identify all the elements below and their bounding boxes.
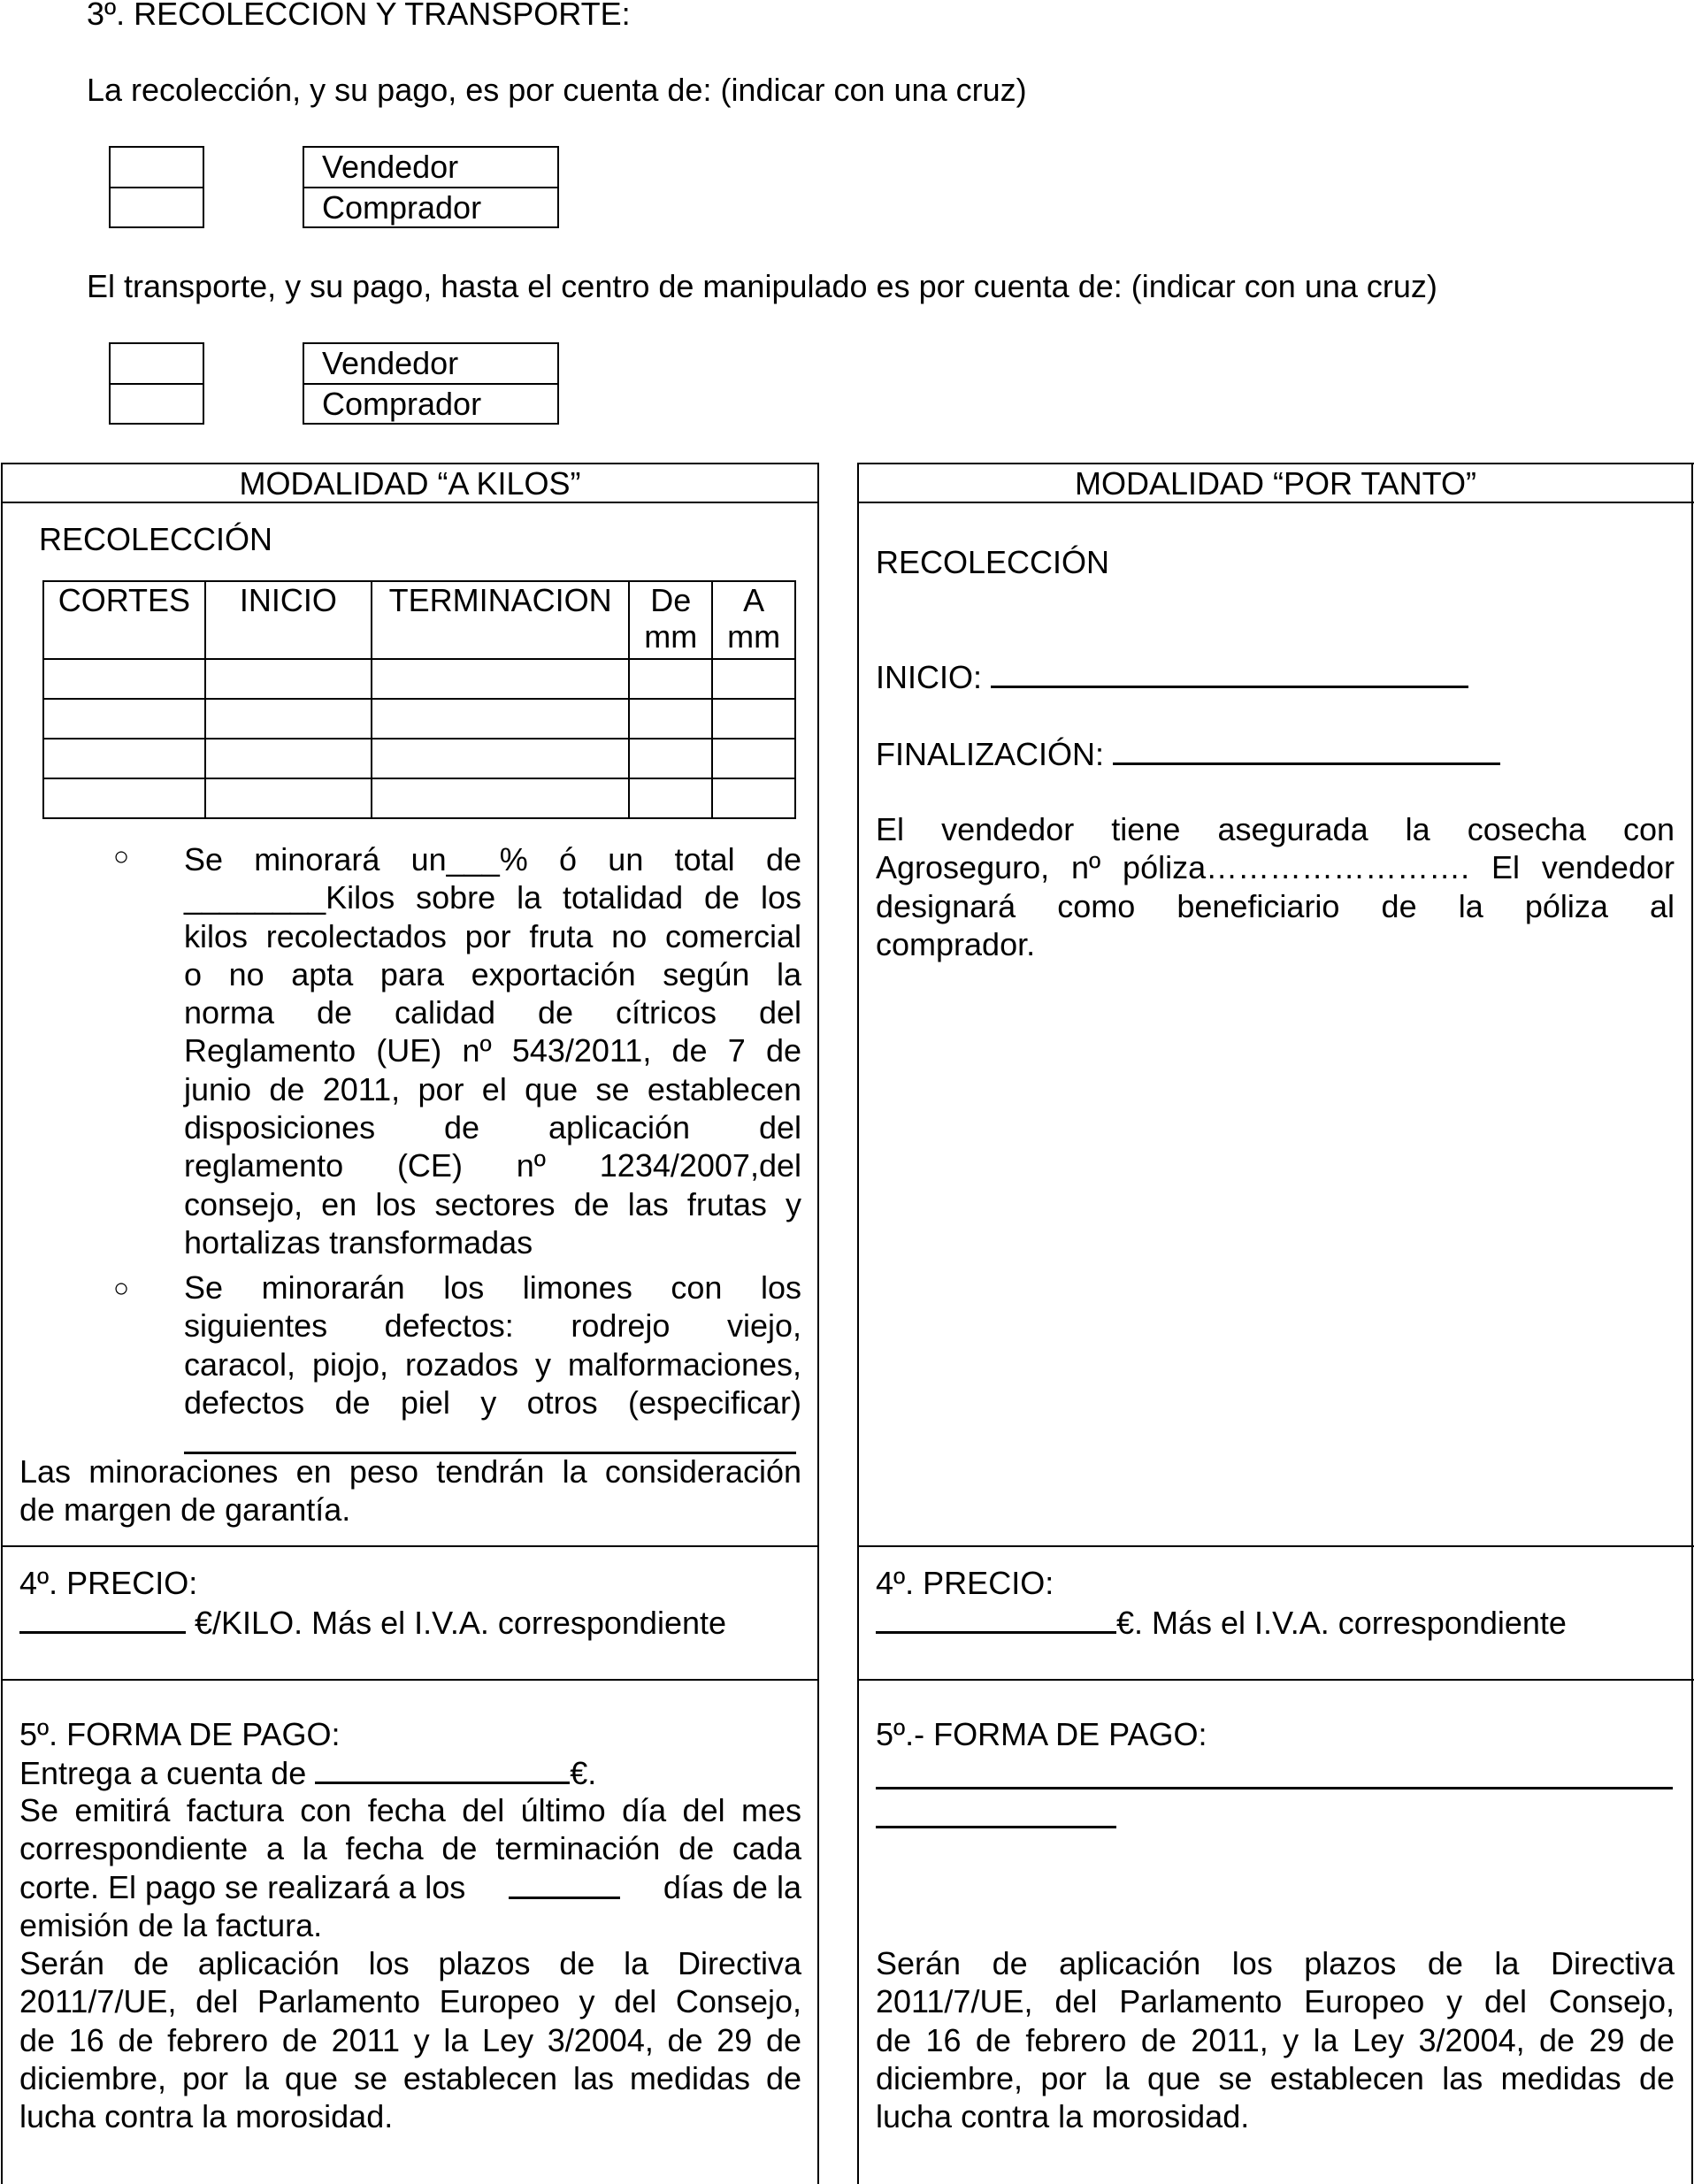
bullet2-text: Se minorarán los limones con los siguientes defectos: rodrejo viejo, caracol, piojo, rozados y malformaciones, defectos de piel y otros (especificar)	[184, 1269, 801, 1421]
bullet-icon: ○	[113, 842, 130, 871]
precio-blank[interactable]	[19, 1603, 186, 1634]
option-comprador-label: Comprador	[303, 383, 559, 425]
tanto-recoleccion-title: RECOLECCIÓN	[876, 544, 1110, 580]
checkbox-transporte-comprador[interactable]	[109, 383, 204, 425]
tanto-header: MODALIDAD “POR TANTO”	[1074, 465, 1477, 502]
col-a-mm: A mm	[712, 581, 795, 659]
tanto-finalizacion-line: FINALIZACIÓN:	[876, 734, 1500, 773]
table-row	[43, 739, 795, 778]
kilos-entrega-line: Entrega a cuenta de €.	[19, 1755, 597, 1791]
precio-blank[interactable]	[876, 1603, 1116, 1634]
kilos-plazos-text: Serán de aplicación los plazos de la Directiva 2011/7/UE, del Parlamento Europeo y del Consejo, de 16 de febrero de 2011 y la Ley 3/2004, de 29 de diciembre, por la que se establecen las medidas de lucha contra la morosidad.	[19, 1945, 801, 2135]
checkbox-transporte-vendedor[interactable]	[109, 342, 204, 385]
kilos-pago-title: 5º. FORMA DE PAGO:	[19, 1716, 341, 1752]
inicio-blank[interactable]	[991, 657, 1468, 688]
kilos-header: MODALIDAD “A KILOS”	[239, 465, 581, 502]
pago-blank[interactable]	[876, 1826, 1116, 1828]
tanto-precio-line: €. Más el I.V.A. correspondiente	[876, 1603, 1567, 1642]
recoleccion-question: La recolección, y su pago, es por cuenta de: (indicar con una cruz)	[87, 72, 1027, 108]
option-vendedor-label: Vendedor	[303, 146, 559, 188]
col-de-mm: De mm	[629, 581, 712, 659]
tanto-pago-title: 5º.- FORMA DE PAGO:	[876, 1716, 1207, 1752]
tanto-precio-title: 4º. PRECIO:	[876, 1565, 1054, 1601]
table-row	[43, 699, 795, 739]
tanto-plazos-text: Serán de aplicación los plazos de la Directiva 2011/7/UE, del Parlamento Europeo y del Consejo, de 16 de febrero de 2011, y la Ley 3/2004, de 29 de diciembre, por la que se establecen las medidas de lucha contra la morosidad.	[876, 1945, 1675, 2135]
kilos-precio-line: €/KILO. Más el I.V.A. correspondiente	[19, 1603, 726, 1642]
transporte-question: El transporte, y su pago, hasta el centro de manipulado es por cuenta de: (indicar con una cruz)	[87, 268, 1437, 304]
checkbox-recoleccion-comprador[interactable]	[109, 187, 204, 228]
col-cortes: CORTES	[43, 581, 205, 659]
table-row	[43, 659, 795, 699]
col-terminacion: TERMINACION	[372, 581, 630, 659]
kilos-precio-title: 4º. PRECIO:	[19, 1565, 198, 1601]
kilos-dias-line: corte. El pago se realizará a los días de la	[19, 1869, 801, 1905]
finalizacion-blank[interactable]	[1113, 734, 1500, 765]
checkbox-recoleccion-vendedor[interactable]	[109, 146, 204, 188]
option-vendedor-label: Vendedor	[303, 342, 559, 385]
section3-title: 3º. RECOLECCION Y TRANSPORTE:	[87, 0, 631, 32]
dias-blank[interactable]	[509, 1868, 620, 1899]
kilos-emision: emisión de la factura.	[19, 1907, 323, 1943]
kilos-recoleccion-title: RECOLECCIÓN	[39, 521, 273, 557]
entrega-blank[interactable]	[315, 1753, 570, 1784]
minoraciones-text: Las minoraciones en peso tendrán la consideración de margen de garantía.	[19, 1453, 801, 1529]
pago-blank[interactable]	[876, 1787, 1673, 1789]
tanto-inicio-line: INICIO:	[876, 657, 1468, 696]
bullet1-text: Se minorará un___% ó un total de ________Kilos sobre la totalidad de los kilos recolectados por fruta no comercial o no apta para exportación según la norma de calidad de cítricos del Reglamento (UE) nº 543/2011, de 7 de junio de 2011, por el que se establecen disposiciones de aplicación del reglamento (CE) nº 1234/2007,del consejo, en los sectores de las frutas y hortalizas transformadas	[184, 841, 801, 1261]
option-comprador-label: Comprador	[303, 187, 559, 228]
bullet-icon: ○	[113, 1274, 130, 1303]
cortes-table	[42, 580, 796, 819]
tanto-seguro-text: El vendedor tiene asegurada la cosecha con Agroseguro, nº póliza……………………. El vendedor designará como beneficiario de la póliza al comprador.	[876, 811, 1675, 962]
table-row	[43, 778, 795, 818]
kilos-factura-text: Se emitirá factura con fecha del último día del mes correspondiente a la fecha de terminación de cada	[19, 1792, 801, 1867]
col-inicio: INICIO	[205, 581, 372, 659]
